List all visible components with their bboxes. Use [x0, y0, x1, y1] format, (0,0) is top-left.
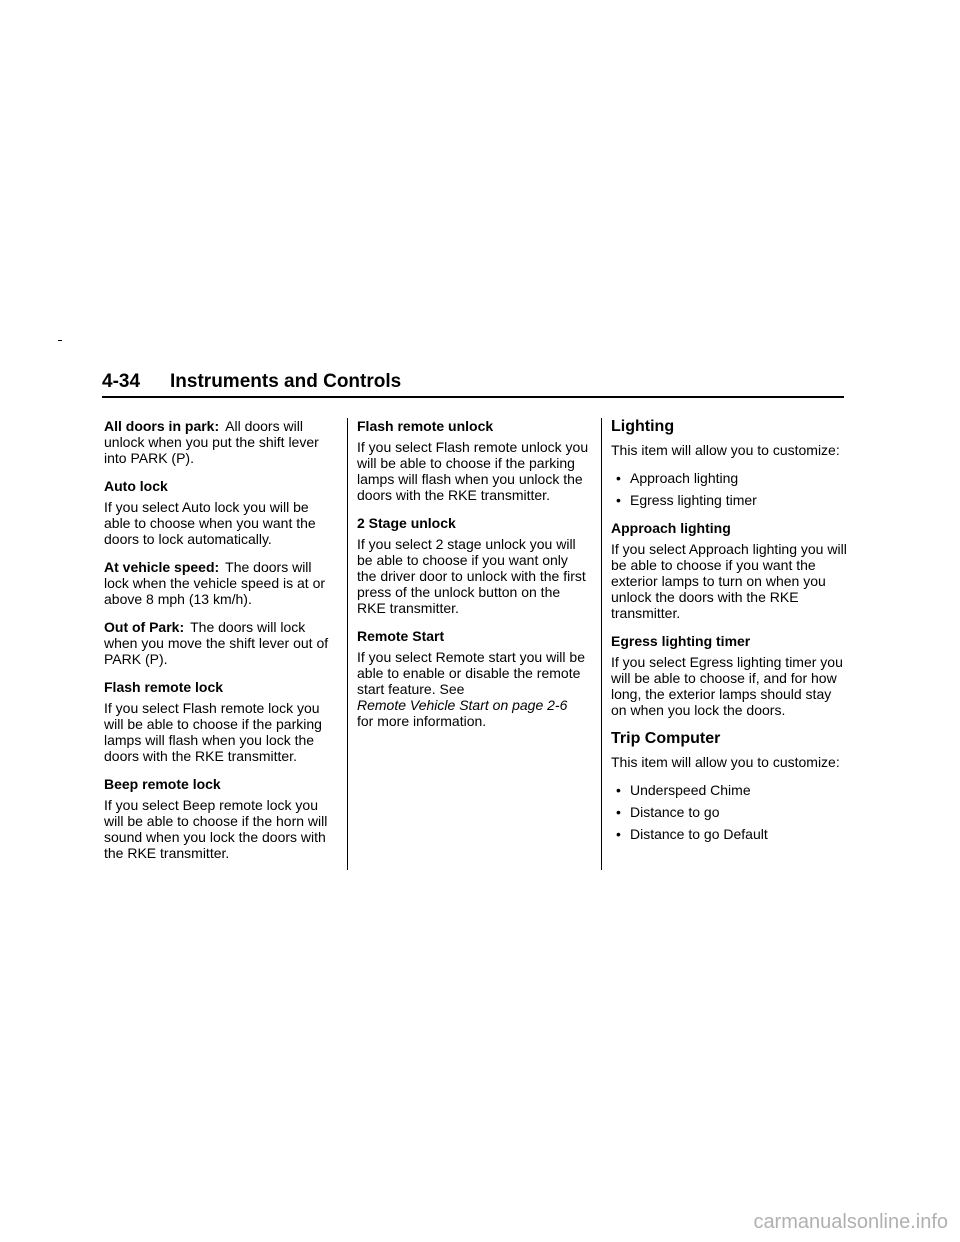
- list-item-label: Distance to go Default: [630, 826, 768, 842]
- header-rule: [102, 396, 844, 398]
- list-item: [611, 492, 847, 508]
- list-item-label: Distance to go: [630, 804, 720, 820]
- flash-unlock-text: If you select Flash remote unlock you will be able to choose if the parking lamps will flash when you unlock the doors with the RKE transmitter.: [357, 439, 589, 503]
- bullet-icon: •: [616, 804, 621, 820]
- trip-computer-heading: Trip Computer: [611, 730, 721, 747]
- flash-unlock-heading: Flash remote unlock: [357, 418, 494, 434]
- bullet-icon: •: [616, 492, 621, 508]
- list-item: [611, 782, 847, 798]
- bullet-icon: •: [616, 826, 621, 842]
- egress-heading: Egress lighting timer: [611, 633, 751, 649]
- page-number: 4-34: [102, 371, 141, 392]
- page-header: [102, 370, 844, 394]
- stage-unlock-heading: 2 Stage unlock: [357, 515, 456, 531]
- column-divider-2: [601, 418, 602, 870]
- list-item: [611, 826, 847, 842]
- remote-start-reference-link[interactable]: Remote Vehicle Start on page 2-6: [357, 697, 568, 713]
- beep-lock-text: If you select Beep remote lock you will be able to choose if the horn will sound when you lock the doors with the RKE transmitter.: [104, 797, 328, 861]
- all-doors-paragraph: [104, 418, 338, 466]
- watermark: carmanualsonline.info: [753, 1211, 948, 1233]
- list-item-label: Egress lighting timer: [630, 492, 757, 508]
- margin-mark: [58, 340, 62, 341]
- list-item-label: Approach lighting: [630, 470, 739, 486]
- flash-lock-heading: Flash remote lock: [104, 679, 224, 695]
- remote-start-tail: for more information.: [357, 713, 487, 729]
- out-of-park-text: The doors will lock when you move the shift lever out of PARK (P).: [104, 619, 329, 667]
- vehicle-speed-text: The doors will lock when the vehicle speed is at or above 8 mph (13 km/h).: [104, 559, 326, 607]
- all-doors-lead: All doors in park:: [104, 418, 220, 434]
- section-title: Instruments and Controls: [170, 371, 402, 392]
- auto-lock-text: If you select Auto lock you will be able to choose when you want the doors to lock automatically.: [104, 499, 316, 547]
- lighting-intro: This item will allow you to customize:: [611, 442, 840, 458]
- beep-lock-heading: Beep remote lock: [104, 776, 221, 792]
- list-item: [611, 804, 847, 820]
- column-divider-1: [347, 418, 348, 870]
- bullet-icon: •: [616, 470, 621, 486]
- remote-start-heading: Remote Start: [357, 628, 445, 644]
- approach-text: If you select Approach lighting you will be able to choose if you want the exterior lamps to turn on when you unlock the doors with the RKE transmitter.: [611, 541, 847, 621]
- remote-start-text: If you select Remote start you will be able to enable or disable the remote start feature. See: [357, 649, 585, 697]
- all-doors-text: All doors will unlock when you put the shift lever into PARK (P).: [104, 418, 319, 466]
- list-item: [611, 470, 847, 486]
- auto-lock-heading: Auto lock: [104, 478, 168, 494]
- column-3: [611, 418, 847, 854]
- vehicle-speed-paragraph: [104, 559, 338, 607]
- list-item-label: Underspeed Chime: [630, 782, 751, 798]
- trip-intro: This item will allow you to customize:: [611, 754, 840, 770]
- out-of-park-paragraph: [104, 619, 338, 667]
- flash-lock-text: If you select Flash remote lock you will be able to choose if the parking lamps will flash when you lock the doors with the RKE transmitter.: [104, 700, 322, 764]
- column-2: [357, 418, 589, 741]
- trip-list: [611, 782, 847, 842]
- stage-unlock-text: If you select 2 stage unlock you will be able to choose if you want only the driver door to unlock with the first press of the unlock button on the RKE transmitter.: [357, 536, 586, 616]
- bullet-icon: •: [616, 782, 621, 798]
- out-of-park-lead: Out of Park:: [104, 619, 185, 635]
- egress-text: If you select Egress lighting timer you will be able to choose if, and for how long, the exterior lamps should stay on when you lock the doors.: [611, 654, 843, 718]
- approach-heading: Approach lighting: [611, 520, 731, 536]
- column-1: [104, 418, 338, 873]
- remote-start-paragraph: [357, 649, 589, 729]
- lighting-list: [611, 470, 847, 508]
- lighting-heading: Lighting: [611, 418, 675, 435]
- vehicle-speed-lead: At vehicle speed:: [104, 559, 220, 575]
